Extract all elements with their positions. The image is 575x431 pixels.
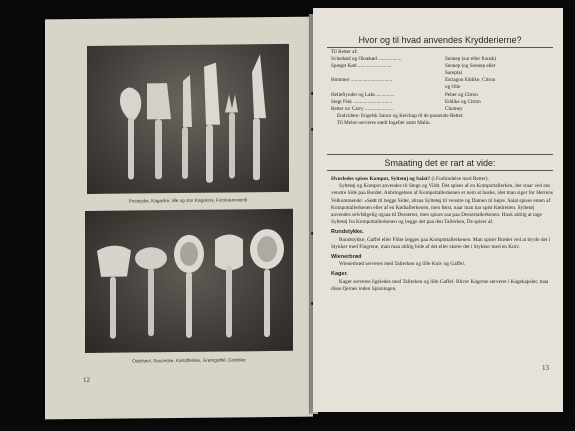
manners-heading: Smaating det er rart at vide: bbox=[384, 158, 496, 168]
photo-serving-spoons bbox=[85, 209, 293, 353]
spice-dish bbox=[331, 70, 443, 77]
spice-condiment: Sarepta) bbox=[445, 70, 463, 77]
spice-condiment: Peber og Citron bbox=[445, 91, 478, 98]
spice-note: Til Melon serveres stødt Ingefær samt Malin. bbox=[337, 119, 431, 126]
spice-row bbox=[331, 63, 551, 70]
divider bbox=[327, 154, 553, 155]
spice-dish: Hummer ................................ bbox=[331, 77, 393, 84]
spice-condiment: Eddike og Citron bbox=[445, 98, 481, 105]
spice-condiment: og Olie bbox=[445, 84, 461, 91]
utensils-illustration-bottom bbox=[85, 209, 293, 353]
spice-dish: Til Retter af: bbox=[331, 49, 358, 55]
caption-bottom-photo: Ostehøvl, Sauceske, Kartoffelske, Grøntgaffel, Grødske bbox=[132, 357, 246, 364]
spice-dish: Svinekød og Oksekød .................. bbox=[331, 56, 402, 63]
page-number-right: 13 bbox=[542, 364, 549, 372]
divider bbox=[327, 47, 553, 48]
question-title: Hvorledes spises Kompot, Syltetøj og Salat? bbox=[331, 176, 431, 182]
section-heading: Wienerbrød bbox=[331, 254, 362, 261]
spice-dish: Stegt Fisk .............................. bbox=[331, 98, 393, 105]
spice-row bbox=[331, 70, 551, 77]
left-page bbox=[45, 17, 313, 420]
spice-row bbox=[331, 106, 551, 113]
spice-table bbox=[331, 49, 551, 127]
spices-heading: Hvor og til hvad anvendes Krydderierne? bbox=[358, 35, 522, 45]
section-heading: Kager. bbox=[331, 271, 348, 278]
spice-condiment: Sennep (og Sennep eller bbox=[445, 63, 496, 70]
spice-note: Endvidere: Engelsk Sauce og Ketchup til de passende Retter. bbox=[337, 112, 464, 119]
caption-top-photo: Postejske, Kagaske, lille og stor Kagekniv, Forskæreværdi bbox=[128, 197, 248, 204]
manners-body bbox=[331, 176, 553, 293]
spice-dish: Spæget Kød .......................... bbox=[331, 63, 392, 70]
section-heading: Rundstykke. bbox=[331, 229, 364, 236]
question-title-tail: (i Forbindelse med Retter). bbox=[431, 176, 489, 182]
paragraph: Syltetøj og Kompot anvendes til Stege og Vildt. Det spises af en Kompottallerken, der staar ved ens venstre Side paa Bordet. Anbringelsen af Kompottallerkenen er nem at huske, idet man siger for Herrens Velkommende: »Sødt til begge Sider, altsaa Syltetøj til venstre og Damen til højre. Salat spises enten af Kompottallerkenen eller af en Kødtallerkenen, men først, naar man har spist Kødretten. Syltetøj anvendes selvfølgelig ogsaa til Desserter, men spises saa paa Dessertallerkenen. Husk aldrig at tage Syltetøj fra Kompottallerkenen og lægge det paa den Tallerken, De spiser af. bbox=[331, 183, 553, 226]
utensils-illustration-top bbox=[87, 44, 289, 194]
paragraph: Kager serveres ligeledes med Tallerken og lille Gaffel. Bliver Kagerne serveret i Kagekapsler, maa disse fjernes inden Spisningen. bbox=[331, 278, 549, 292]
spice-dish bbox=[331, 84, 443, 91]
divider bbox=[327, 170, 553, 171]
paragraph: Rundstykke, Gaffel eller Flûte lægges paa Kompottallerkenen. Man spiser Brødet ved at bryde det i Stykker med Fingrene, man maa aldrig bide af det eller skære det i Stykker med en Kniv. bbox=[331, 236, 551, 250]
right-page bbox=[313, 8, 563, 412]
spice-row bbox=[331, 49, 551, 56]
spice-row bbox=[331, 56, 551, 63]
spice-row bbox=[331, 77, 551, 84]
photo-serving-utensils bbox=[87, 44, 289, 194]
paragraph: Wienerbrød serveres med Tallerken og lille Kniv og Gaffel. bbox=[339, 261, 466, 268]
page-number-left: 12 bbox=[83, 375, 90, 385]
spice-row bbox=[331, 92, 551, 99]
spice-row bbox=[331, 99, 551, 106]
spice-dish: Retter m/ Carry ...................... bbox=[331, 105, 394, 112]
spice-dish: Hellefiynder og Laks .............. bbox=[331, 91, 395, 98]
spice-row bbox=[331, 84, 551, 91]
spice-condiment: Estragon Eddike, Citron bbox=[445, 77, 496, 84]
spice-condiment: Chutney bbox=[445, 105, 463, 112]
spice-condiment: Sennep (sur eller fransk) bbox=[445, 56, 497, 63]
